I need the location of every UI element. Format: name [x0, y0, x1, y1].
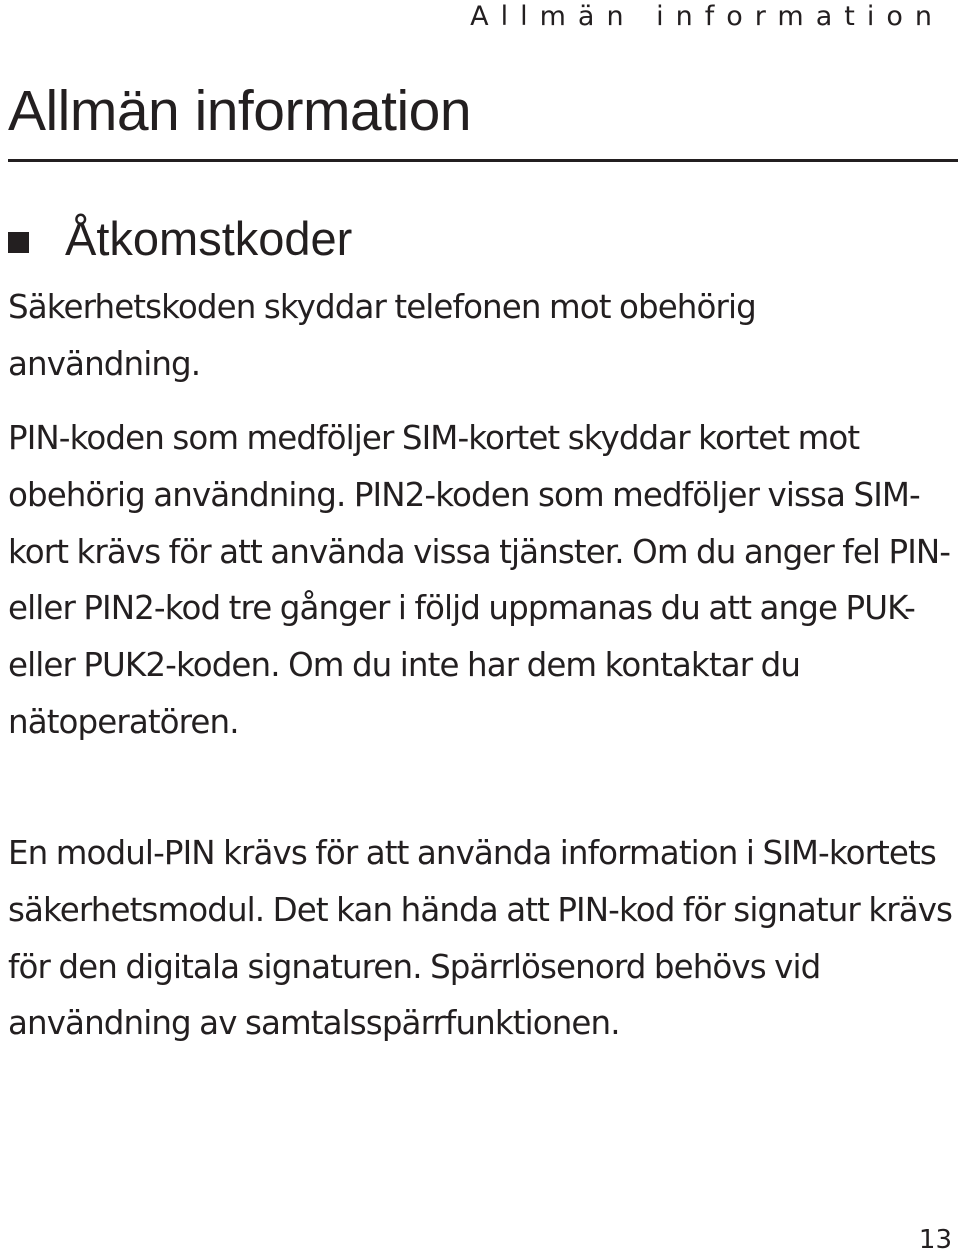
section-heading-text: Åtkomstkoder — [65, 212, 353, 265]
chapter-title: Allmän information — [8, 79, 472, 143]
paragraph-security-code: Säkerhetskoden skyddar telefonen mot obehörig användning. — [8, 288, 756, 383]
title-divider — [8, 159, 958, 162]
paragraph-module-pin: En modul-PIN krävs för att använda information i SIM-kortets säkerhetsmodul. Det kan hända att PIN-kod för signatur krävs för den digitala signaturen. Spärrlösenord behövs vid användning av samtalsspärrfunktionen. — [8, 834, 953, 1043]
running-header: Allmän information — [470, 1, 944, 32]
section-heading — [8, 208, 352, 270]
square-bullet-icon — [8, 232, 29, 253]
paragraph-pin-codes: PIN-koden som medföljer SIM-kortet skyddar kortet mot obehörig användning. PIN2-koden som medföljer vissa SIM-kort krävs för att använda vissa tjänster. Om du anger fel PIN- eller PIN2-kod tre gånger i följd uppmanas du att ange PUK- eller PUK2-koden. Om du inte har dem kontaktar du nätoperatören. — [8, 419, 951, 741]
page-number: 13 — [918, 1225, 952, 1255]
